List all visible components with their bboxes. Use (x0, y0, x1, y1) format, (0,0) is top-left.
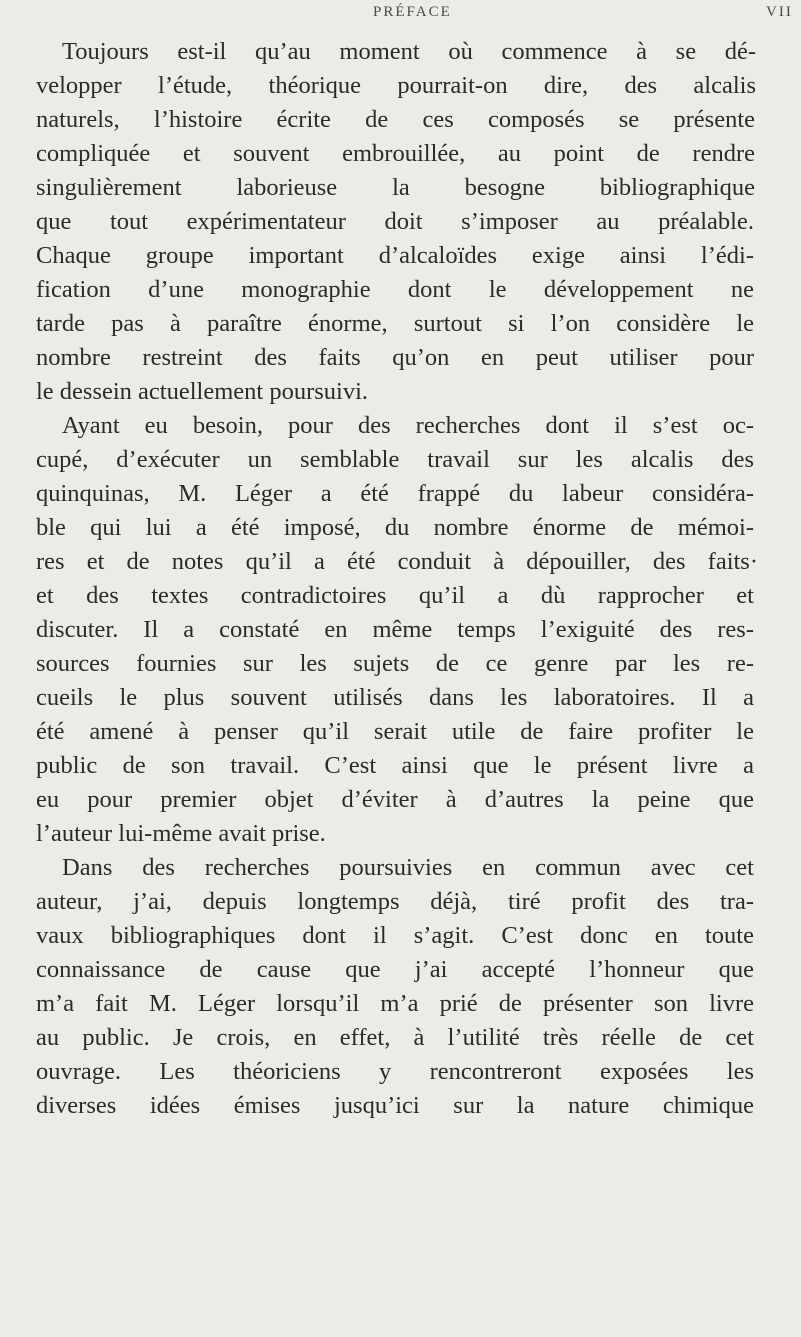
text-line: et des textes contradictoires qu’il a dù rapprocher et (36, 582, 754, 609)
text-line: l’auteur lui-même avait prise. (36, 820, 326, 847)
text-line: nombre restreint des faits qu’on en peut utiliser pour (36, 344, 754, 371)
text-line: cupé, d’exécuter un semblable travail sur les alcalis des (36, 446, 754, 473)
running-head-title: PRÉFACE (373, 4, 452, 20)
text-line: tarde pas à paraître énorme, surtout si l’on considère le (36, 310, 754, 337)
text-line: m’a fait M. Léger lorsqu’il m’a prié de présenter son livre (36, 990, 754, 1017)
text-line: vaux bibliographiques dont il s’agit. C’est donc en toute (36, 922, 754, 949)
text-line: sources fournies sur les sujets de ce genre par les re- (36, 650, 754, 677)
text-line: quinquinas, M. Léger a été frappé du labeur considéra- (36, 480, 754, 507)
text-line: res et de notes qu’il a été conduit à dépouiller, des faits· (36, 548, 758, 575)
page-number: VII (766, 4, 793, 20)
text-line: cueils le plus souvent utilisés dans les laboratoires. Il a (36, 684, 754, 711)
text-line: le dessein actuellement poursuivi. (36, 378, 369, 405)
text-line: Dans des recherches poursuivies en commun avec cet (62, 854, 754, 881)
text-line: compliquée et souvent embrouillée, au point de rendre (36, 140, 755, 167)
text-line: auteur, j’ai, depuis longtemps déjà, tiré profit des tra- (36, 888, 754, 915)
text-line: discuter. Il a constaté en même temps l’exiguité des res- (36, 616, 754, 643)
text-line: connaissance de cause que j’ai accepté l’honneur que (36, 956, 754, 983)
text-line: singulièrement laborieuse la besogne bibliographique (36, 174, 755, 201)
text-line: Ayant eu besoin, pour des recherches dont il s’est oc- (62, 412, 754, 439)
text-line: velopper l’étude, théorique pourrait-on dire, des alcalis (36, 72, 756, 99)
text-line: que tout expérimentateur doit s’imposer au préalable. (36, 208, 754, 235)
text-line: au public. Je crois, en effet, à l’utilité très réelle de cet (36, 1024, 754, 1051)
text-line: Toujours est-il qu’au moment où commence à se dé- (62, 38, 756, 65)
text-line: été amené à penser qu’il serait utile de faire profiter le (36, 718, 754, 745)
text-line: ble qui lui a été imposé, du nombre énorme de mémoi- (36, 514, 754, 541)
running-head (0, 2, 801, 24)
text-line: diverses idées émises jusqu’ici sur la nature chimique (36, 1092, 754, 1119)
text-line: ouvrage. Les théoriciens y rencontreront exposées les (36, 1058, 754, 1085)
text-line: Chaque groupe important d’alcaloïdes exige ainsi l’édi- (36, 242, 754, 269)
text-line: public de son travail. C’est ainsi que le présent livre a (36, 752, 754, 779)
text-line: naturels, l’histoire écrite de ces composés se présente (36, 106, 755, 133)
text-line: eu pour premier objet d’éviter à d’autres la peine que (36, 786, 754, 813)
text-line: fication d’une monographie dont le développement ne (36, 276, 754, 303)
